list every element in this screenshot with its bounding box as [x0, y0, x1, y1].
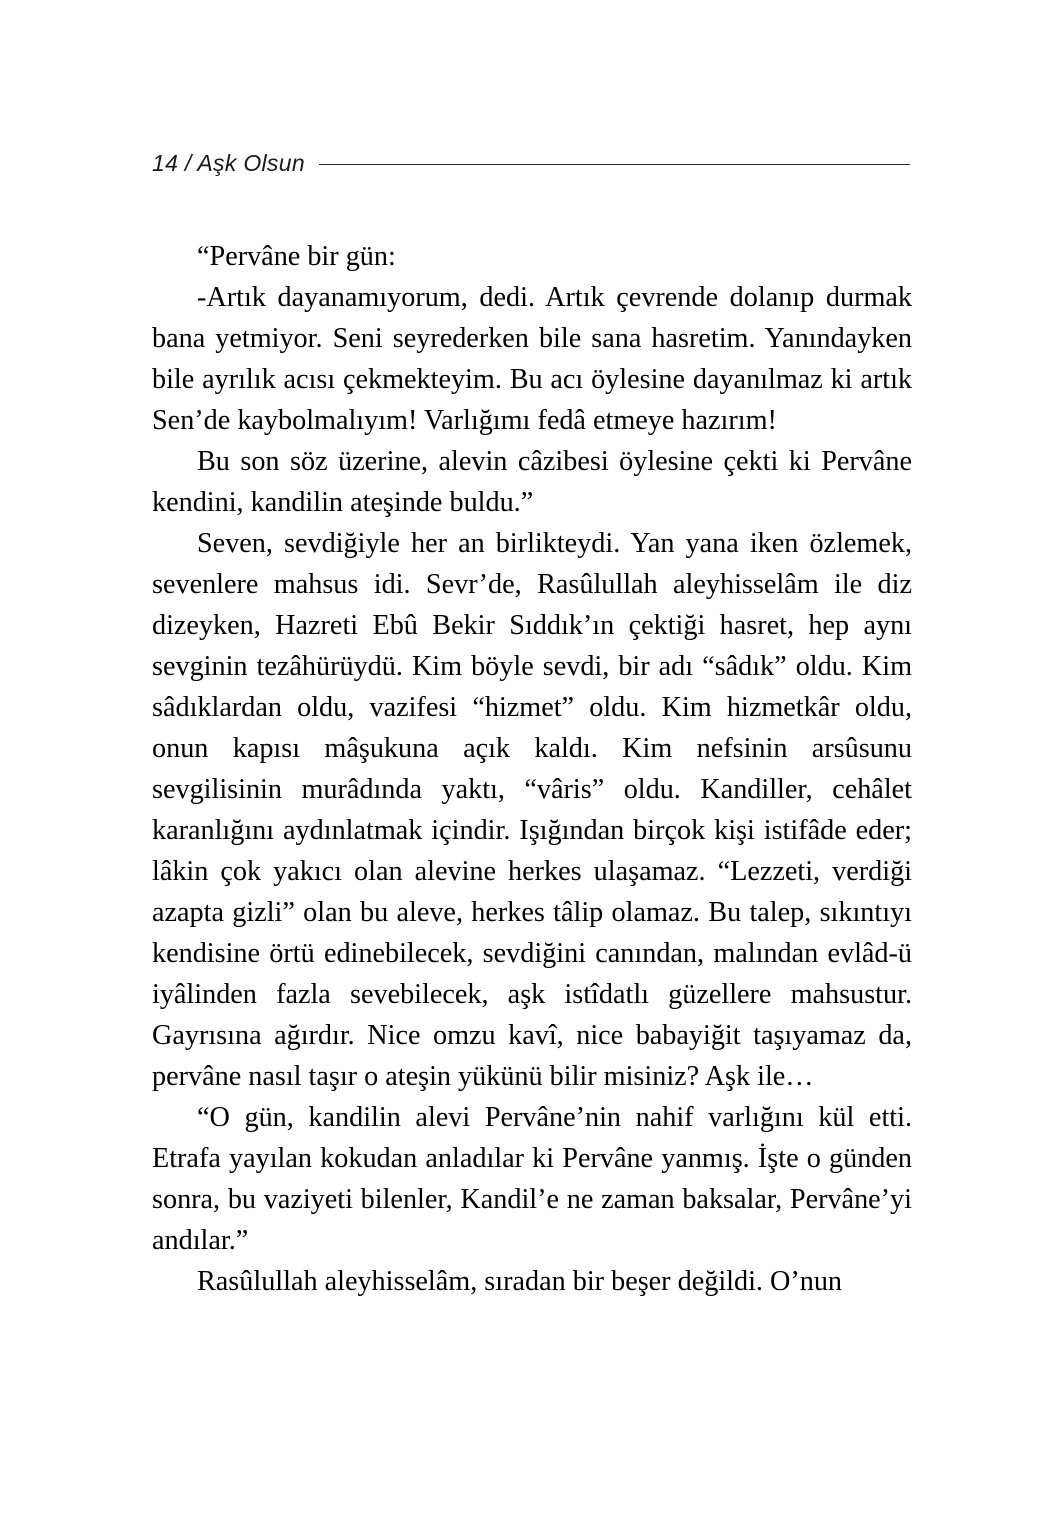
header-divider-rule [319, 164, 910, 165]
running-header-label: 14 / Aşk Olsun [152, 149, 305, 176]
paragraph: “O gün, kandilin alevi Pervâne’nin nahif varlığını kül etti. Etrafa yayılan kokudan anladılar ki Pervâne yanmış. İşte o günden sonra, bu vaziyeti bilenler, Kandil’e ne zaman baksalar, Pervâne’yi andılar.” [152, 1102, 912, 1256]
paragraph: -Artık dayanamıyorum, dedi. Artık çevrende dolanıp durmak bana yetmiyor. Seni seyrederken bile sana hasretim. Yanındayken bile ayrılık acısı çekmekteyim. Bu acı öylesine dayanılmaz ki artık Sen’de kaybolmalıyım! Varlığımı fedâ etmeye hazırım! [152, 282, 912, 436]
body-text-column [152, 236, 912, 1302]
running-header [152, 146, 910, 180]
paragraph: “Pervâne bir gün: [197, 241, 396, 272]
paragraph: Bu son söz üzerine, alevin câzibesi öylesine çekti ki Pervâne kendini, kandilin ateşinde buldu.” [152, 446, 912, 518]
paragraph: Seven, sevdiğiyle her an birlikteydi. Yan yana iken özlemek, sevenlere mahsus idi. Sevr’de, Rasûlullah aleyhisselâm ile diz dizeyken, Hazreti Ebû Bekir Sıddık’ın çektiği hasret, hep aynı sevginin tezâhürüydü. Kim böyle sevdi, bir adı “sâdık” oldu. Kim sâdıklardan oldu, vazifesi “hizmet” oldu. Kim hizmetkâr oldu, onun kapısı mâşukuna açık kaldı. Kim nefsinin arsûsunu sevgilisinin murâdında yaktı, “vâris” oldu. Kandiller, cehâlet karanlığını aydınlatmak içindir. Işığından birçok kişi istifâde eder; lâkin çok yakıcı olan alevine herkes ulaşamaz. “Lezzeti, verdiği azapta gizli” olan bu aleve, herkes tâlip olamaz. Bu talep, sıkıntıyı kendisine örtü edinebilecek, sevdiğini canından, malından evlâd-ü iyâlinden fazla sevebilecek, aşk istîdatlı güzellere mahsustur. Gayrısına ağırdır. Nice omzu kavî, nice babayiğit taşıyamaz da, pervâne nasıl taşır o ateşin yükünü bilir misiniz? Aşk ile… [152, 528, 912, 1092]
paragraph: Rasûlullah aleyhisselâm, sıradan bir beşer değildi. O’nun [197, 1266, 843, 1297]
